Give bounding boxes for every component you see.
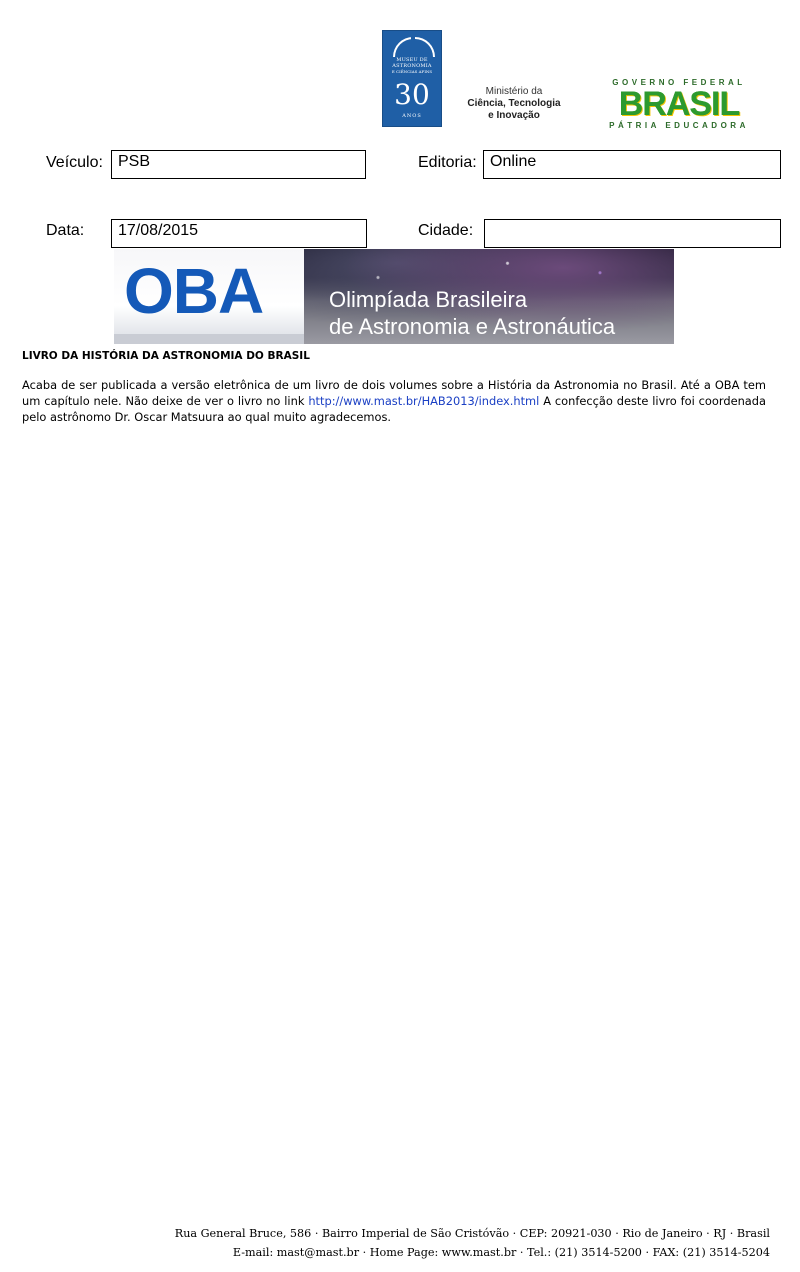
footer-contact: E-mail: mast@mast.br · Home Page: www.mast.br · Tel.: (21) 3514-5200 · FAX: (21) 3514-5204 xyxy=(232,1246,770,1259)
gov-logo-bottom: PÁTRIA EDUCADORA xyxy=(609,121,749,130)
gov-logo-top: GOVERNO FEDERAL xyxy=(612,78,746,87)
mcti-logo xyxy=(455,86,573,122)
editoria-field: Online xyxy=(483,150,781,179)
oba-title-line1: Olimpíada Brasileira xyxy=(329,287,528,312)
article-paragraph xyxy=(22,377,766,425)
data-field: 17/08/2015 xyxy=(111,219,367,248)
mcti-line2: Ciência, Tecnologia xyxy=(467,98,561,109)
article-heading: LIVRO DA HISTÓRIA DA ASTRONOMIA DO BRASIL xyxy=(22,350,310,362)
gov-logo-main xyxy=(596,86,762,122)
mast-30-anos-logo xyxy=(382,30,442,127)
editoria-label: Editoria: xyxy=(418,154,477,171)
mast-logo-line1: MUSEU DE ASTRONOMIA xyxy=(392,57,432,69)
oba-logo-text: OBA xyxy=(124,255,264,327)
veiculo-field: PSB xyxy=(111,150,366,179)
observatory-dome-icon xyxy=(393,37,435,57)
oba-title-line2: de Astronomia e Astronáutica xyxy=(329,314,616,339)
article-text-before-link: Acaba de ser publicada a versão eletrônica de um livro de dois volumes sobre a História da Astronomia no Brasil. Até a OBA tem um capítulo nele. Não deixe de ver o livro no link xyxy=(22,378,766,408)
veiculo-label: Veículo: xyxy=(46,154,103,171)
oba-logo-bar xyxy=(114,334,304,344)
footer-address: Rua General Bruce, 586 · Bairro Imperial de São Cristóvão · CEP: 20921-030 · Rio de Janeiro · RJ · Brasil xyxy=(174,1227,770,1240)
governo-federal-logo xyxy=(596,78,762,130)
article-text-after-link: A confecção deste livro foi coordenada pelo astrônomo Dr. Oscar Matsuura ao qual muito agradecemos. xyxy=(22,394,766,424)
data-label: Data: xyxy=(46,222,85,239)
oba-logo-panel xyxy=(114,249,304,344)
mcti-line1: Ministério da xyxy=(485,86,543,97)
mast-logo-number: 30 xyxy=(394,78,430,111)
article-link[interactable]: http://www.mast.br/HAB2013/index.html xyxy=(308,394,540,408)
oba-starfield-panel xyxy=(304,249,674,344)
cidade-field xyxy=(484,219,781,248)
oba-banner xyxy=(114,249,674,344)
cidade-label: Cidade: xyxy=(418,222,474,239)
gov-logo-main-text: BRASIL xyxy=(618,85,740,123)
mast-logo-line2: E CIÊNCIAS AFINS xyxy=(391,69,433,74)
mcti-line3: e Inovação xyxy=(488,110,540,121)
mast-logo-suffix: ANOS xyxy=(402,113,422,119)
